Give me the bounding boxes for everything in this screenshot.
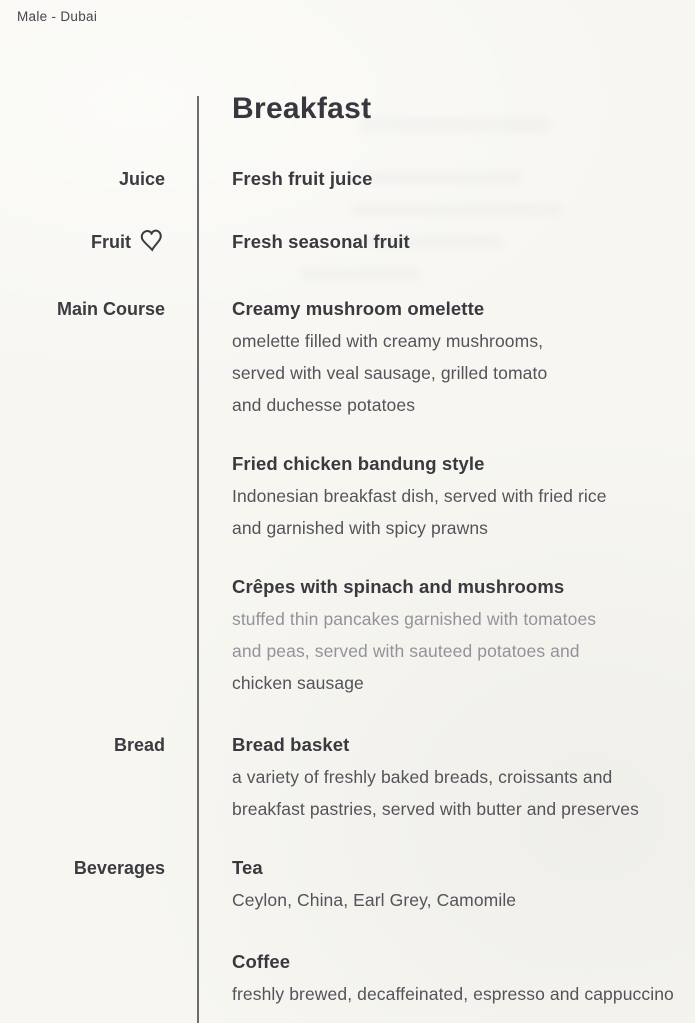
menu-item-title: Fresh seasonal fruit — [232, 231, 410, 252]
heart-outline-icon — [138, 228, 166, 264]
menu-item-coffee — [0, 946, 695, 1010]
section-label-beverages: Beverages — [73, 858, 165, 878]
section-fruit — [0, 226, 695, 263]
title-row — [0, 90, 695, 128]
section-label-juice: Juice — [118, 169, 165, 189]
menu-item-title: Bread basket — [232, 734, 350, 755]
menu-item-crepes — [0, 571, 695, 699]
menu-item-desc-line: Ceylon, China, Earl Grey, Camomile — [232, 890, 517, 910]
menu-item-desc-line: omelette filled with creamy mushrooms, — [232, 331, 544, 351]
menu-item-title: Creamy mushroom omelette — [232, 298, 485, 319]
menu-item-desc-line: and peas, served with sauteed potatoes and — [232, 641, 580, 661]
section-main-course — [0, 293, 695, 421]
menu-item-title: Coffee — [232, 951, 291, 972]
section-label-fruit-text: Fruit — [91, 232, 131, 252]
menu-item-fried-chicken — [0, 448, 695, 544]
section-label-fruit — [0, 226, 165, 263]
section-label-bread: Bread — [113, 735, 165, 755]
menu-item-desc-line: chicken sausage — [232, 673, 364, 693]
menu-item-desc-line: served with veal sausage, grilled tomato — [232, 363, 548, 383]
menu-item-desc-line: and garnished with spicy prawns — [232, 518, 489, 538]
section-label-main-course: Main Course — [56, 299, 165, 319]
menu-item-desc-line: breakfast pastries, served with butter and preserves — [232, 799, 639, 819]
menu-item-desc-line: stuffed thin pancakes garnished with tomatoes — [232, 609, 597, 629]
menu-item-title: Tea — [232, 857, 263, 878]
section-juice — [0, 163, 695, 195]
page-title: Breakfast — [232, 92, 372, 125]
section-beverages — [0, 852, 695, 916]
menu-item-title: Fried chicken bandung style — [232, 453, 485, 474]
menu-item-title: Fresh fruit juice — [232, 168, 373, 189]
route-label: Male - Dubai — [17, 9, 98, 24]
section-bread — [0, 729, 695, 825]
menu-item-desc-line: and duchesse potatoes — [232, 395, 416, 415]
menu-item-desc-line: Indonesian breakfast dish, served with fried rice — [232, 486, 607, 506]
menu-item-title: Crêpes with spinach and mushrooms — [232, 576, 565, 597]
menu-item-desc-line: freshly brewed, decaffeinated, espresso and cappuccino — [232, 984, 674, 1004]
menu-item-desc-line: a variety of freshly baked breads, croissants and — [232, 767, 613, 787]
